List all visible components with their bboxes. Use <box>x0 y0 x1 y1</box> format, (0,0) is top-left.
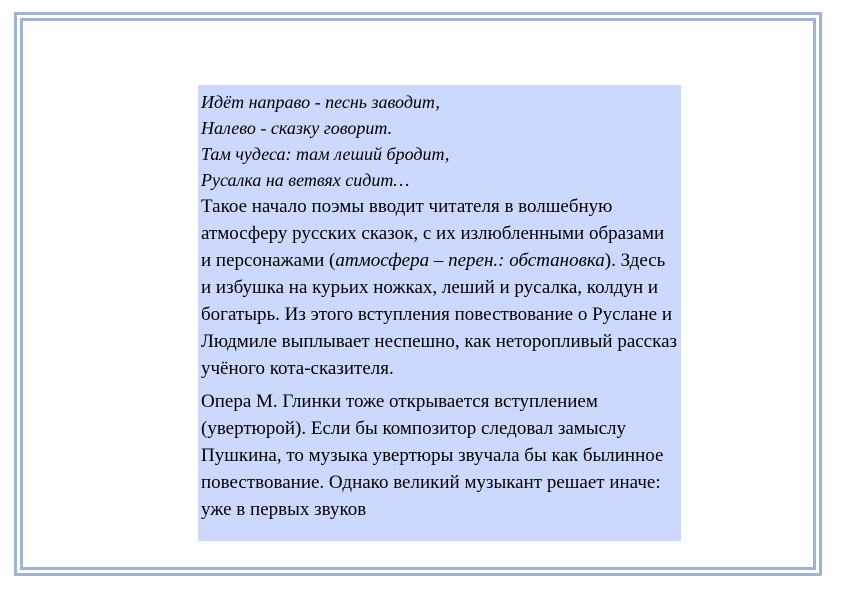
paragraph-intro-text-end: ). Здесь и избушка на курьих ножках, леший и русалка, колдун и богатырь. Из этого вступления повествование о Руслане и Людмиле выплывает неспешно, как неторопливый рассказ учёного кота-сказителя. <box>201 250 678 379</box>
paragraph-intro-definition: атмосфера – перен.: обстановка <box>335 250 605 271</box>
paragraph-opera: Опера М. Глинки тоже открывается вступлением (увертюрой). Если бы композитор следовал замыслу Пушкина, то музыка увертюры звучала бы как былинное повествование. Однако великий музыкант решает иначе: уже в первых звуков <box>201 391 664 520</box>
paragraph-intro <box>201 193 677 382</box>
poem-quote <box>201 89 677 193</box>
text-box <box>198 85 681 541</box>
poem-line: Русалка на ветвях сидит… <box>201 170 410 190</box>
poem-line: Налево - сказку говорит. <box>201 118 393 138</box>
poem-line: Там чудеса: там леший бродит, <box>201 144 450 164</box>
paragraph-intro-text-start: Такое начало поэмы вводит читателя в волшебную атмосферу русских сказок, с их излюбленными образами и персонажами ( <box>201 196 665 271</box>
poem-line: Идёт направо - песнь заводит, <box>201 92 440 112</box>
